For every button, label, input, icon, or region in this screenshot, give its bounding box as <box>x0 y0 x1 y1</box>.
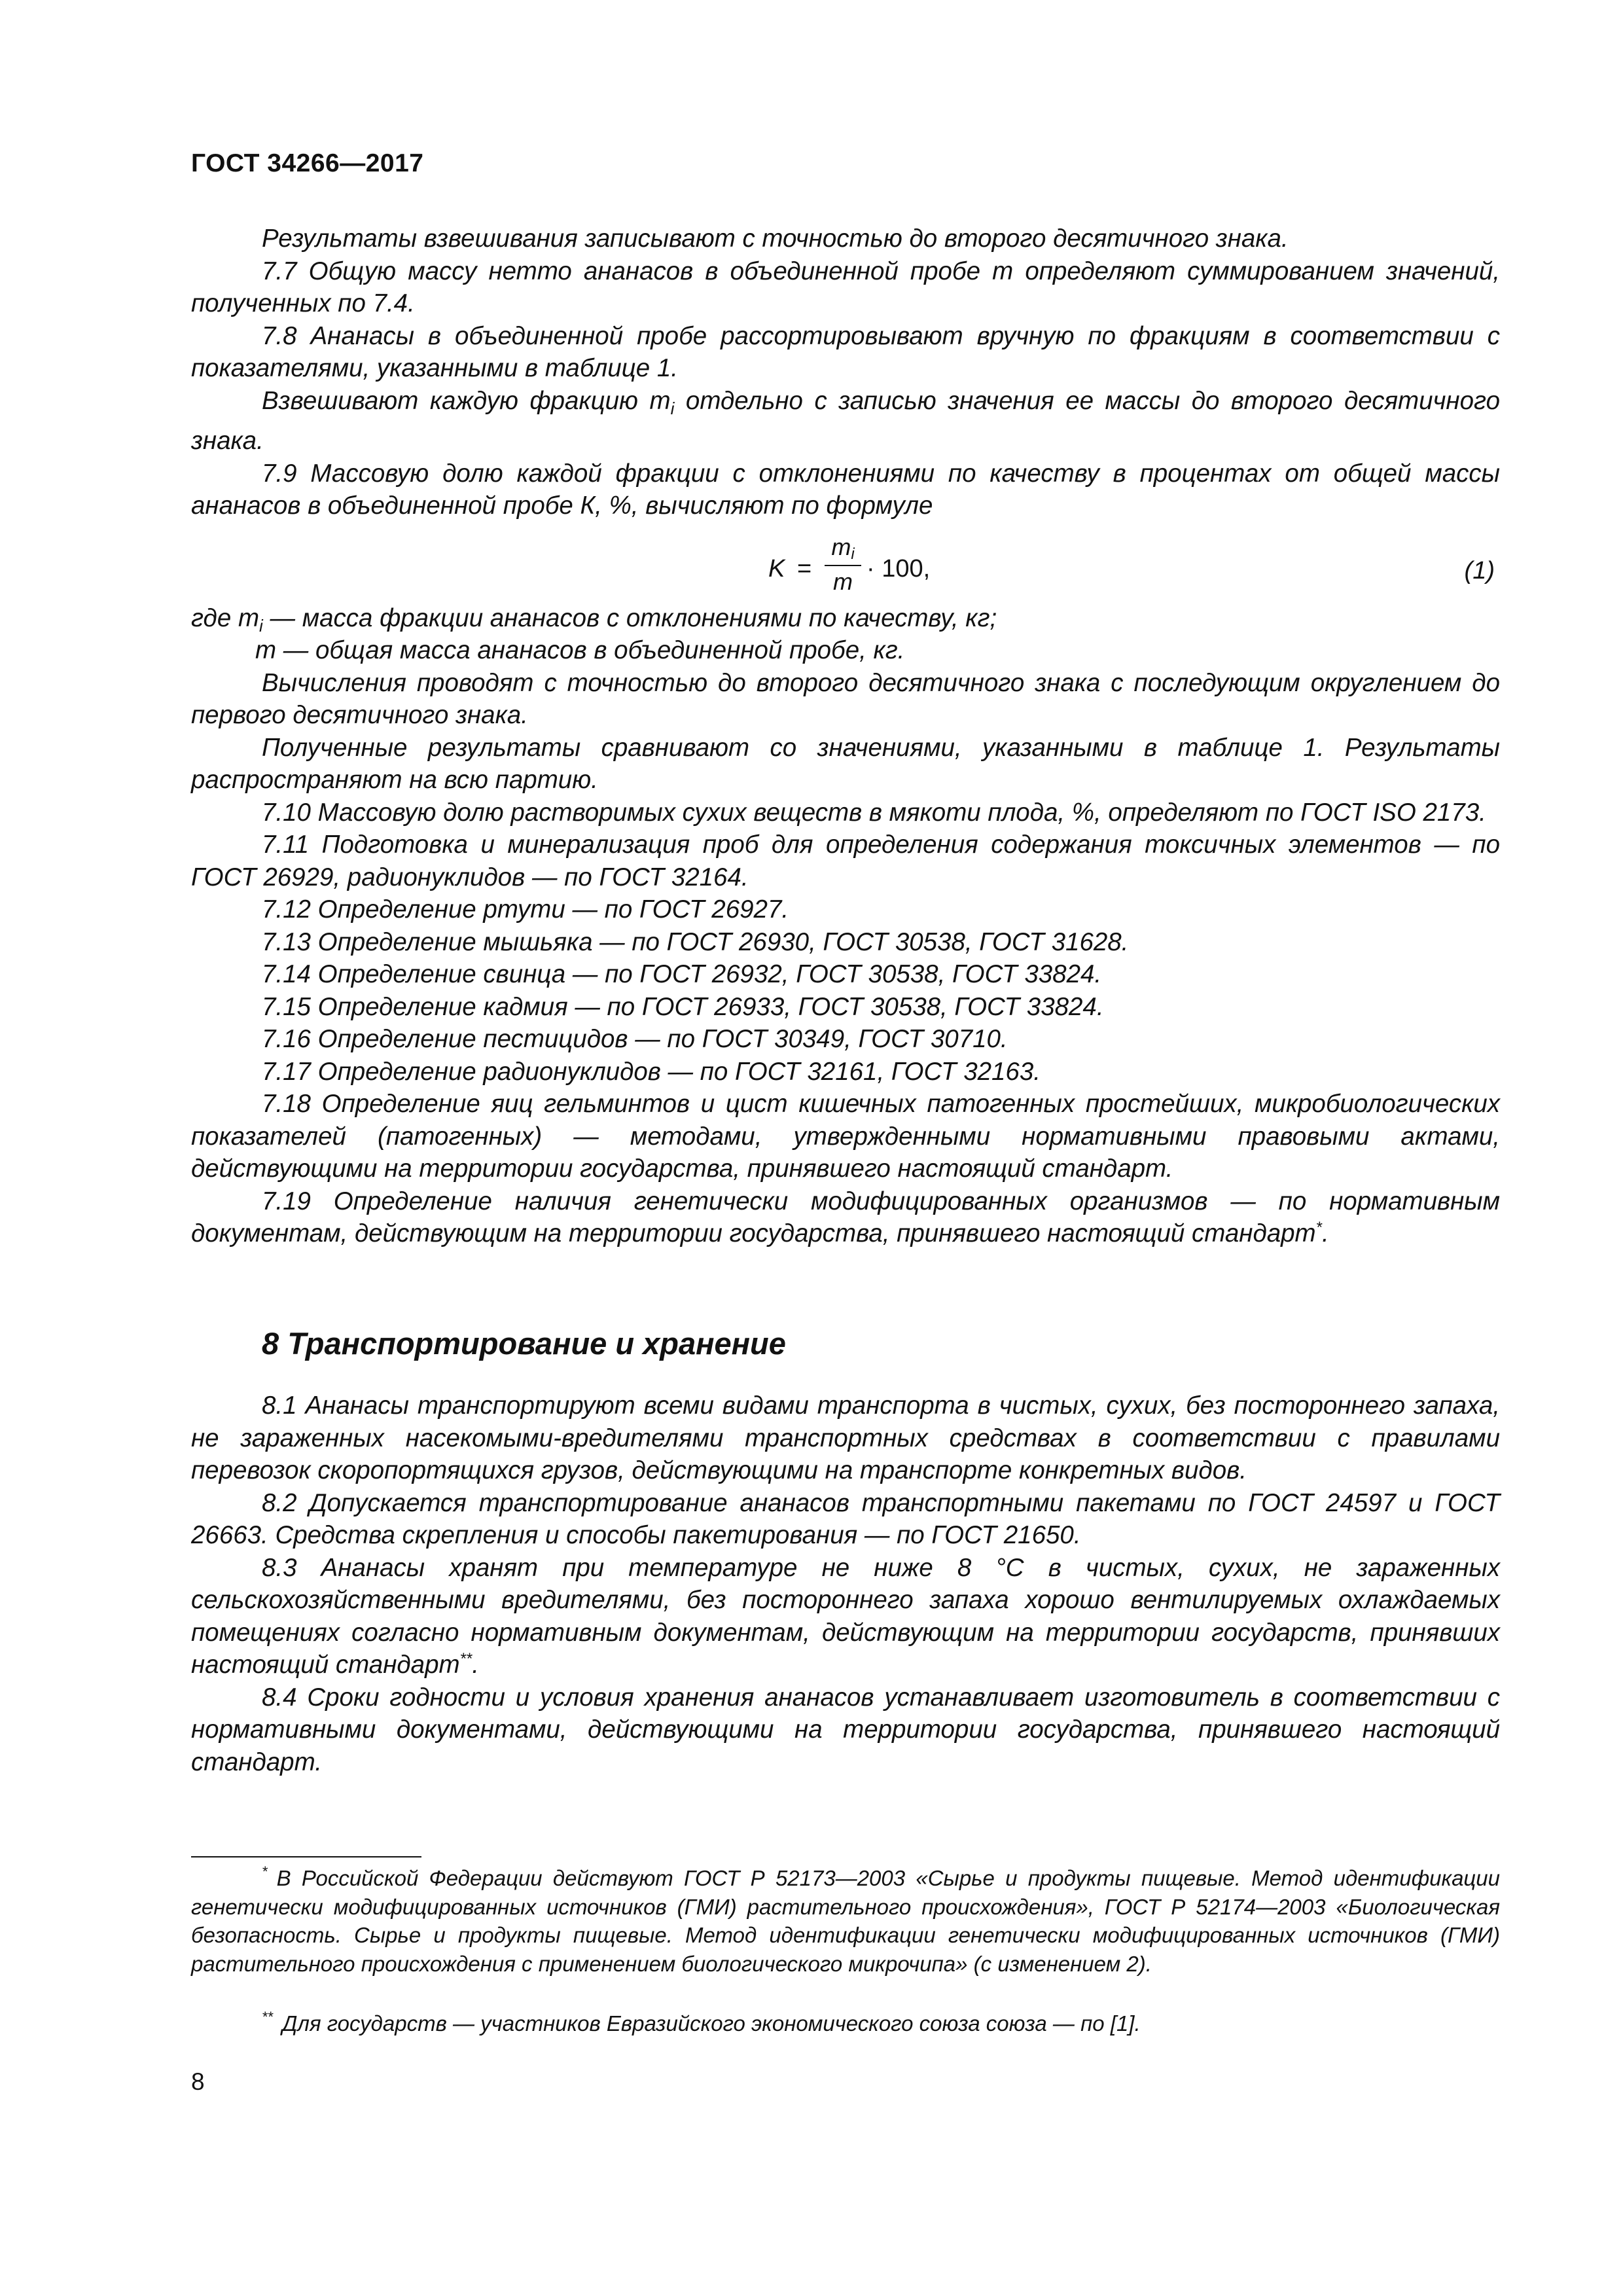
formula-lhs: K <box>768 554 785 583</box>
paragraph-7-11: 7.11 Подготовка и минерализация проб для определения содержания токсичных элементов — по ГОСТ 26929, радионуклидов — по ГОСТ 32164. <box>191 831 1500 891</box>
footnote-body: Для государств — участников Евразийского экономического союза союза — по [1]. <box>282 2011 1141 2036</box>
paragraph-8-2: 8.2 Допускается транспортирование ананасов транспортными пакетами по ГОСТ 24597 и ГОСТ 26663. Средства скрепления и способы пакетирования — по ГОСТ 21650. <box>191 1488 1500 1549</box>
legend-def: — масса фракции ананасов с отклонениями по качеству, кг; <box>262 603 997 632</box>
text-segment: отдельно с записью значения ее массы до второго десятичного знака. <box>191 386 1500 455</box>
numerator-var: m <box>831 533 851 560</box>
paragraph-7-19 <box>191 1185 1500 1250</box>
footnote-text <box>191 1864 1500 1978</box>
formula-fraction <box>825 535 861 594</box>
subscript: i <box>670 398 675 418</box>
legend-var: m <box>255 636 277 664</box>
paragraph-8-4: 8.4 Сроки годности и условия хранения ананасов устанавливает изготовитель в соответствии с нормативными документами, действующими на территории государства, принявшего настоящий стандарт. <box>191 1683 1500 1776</box>
footnote-1 <box>191 1864 1500 1978</box>
section-heading: 8 Транспортирование и хранение <box>262 1326 786 1361</box>
legend-label: где m <box>191 603 260 632</box>
text-segment: . <box>472 1651 479 1679</box>
footnote-body: В Российской Федерации действуют ГОСТ Р 52173—2003 «Сырье и продукты пищевые. Метод идентификации генетически модифицированных источников (ГМИ) растительного происхождения», ГОСТ Р 52174—2003 «Биологическая безопасность. Сырье и продукты пищевые. Метод идентификации генетически модифицированных источников (ГМИ) растительного происхождения с применением биологического микрочипа» (с изменением 2). <box>191 1866 1500 1976</box>
fraction-denominator: m <box>833 567 853 595</box>
text-segment: 8.3 Ананасы хранят при температуре не ниже 8 °C в чистых, сухих, не зараженных сельскохозяйственными вредителями, без постороннего запаха хорошо вентилируемых охлаждаемых помещениях согласно нормативным документам, действующим на территории государств, принявших настоящий стандарт <box>191 1553 1500 1679</box>
main-text <box>191 223 1500 1250</box>
paragraph-7-15: 7.15 Определение кадмия — по ГОСТ 26933, ГОСТ 30538, ГОСТ 33824. <box>262 992 1104 1021</box>
page-number: 8 <box>191 2068 205 2095</box>
formula-legend <box>191 602 1500 667</box>
paragraph-8-3 <box>191 1552 1500 1681</box>
paragraph: Результаты взвешивания записывают с точностью до второго десятичного знака. <box>262 224 1289 253</box>
footnote-2 <box>191 2009 1500 2038</box>
paragraph-7-16: 7.16 Определение пестицидов — по ГОСТ 30349, ГОСТ 30710. <box>262 1025 1008 1053</box>
text-segment: Взвешивают каждую фракцию m <box>262 386 671 415</box>
footnote-text <box>191 2009 1500 2038</box>
paragraph-7-8: 7.8 Ананасы в объединенной пробе рассортировывают вручную по фракциям в соответствии с показателями, указанными в таблице 1. <box>191 321 1500 382</box>
paragraph: Полученные результаты сравнивают со значениями, указанными в таблице 1. Результаты распространяют на всю партию. <box>191 733 1500 794</box>
formula-number: (1) <box>1464 556 1495 584</box>
footnote-separator <box>191 1856 421 1857</box>
section-8-text <box>191 1390 1500 1778</box>
formula-1 <box>191 530 1500 596</box>
paragraph-7-17: 7.17 Определение радионуклидов — по ГОСТ 32161, ГОСТ 32163. <box>262 1057 1041 1086</box>
legend-sub: i <box>259 615 263 636</box>
paragraph-weighing <box>191 385 1500 457</box>
paragraph-7-7: 7.7 Общую массу нетто ананасов в объединенной пробе m определяют суммированием значений, полученных по 7.4. <box>191 257 1500 317</box>
text-segment: 7.19 Определение наличия генетически модифицированных организмов — по нормативным документам, действующим на территории государства, принявшего настоящий стандарт <box>191 1187 1500 1247</box>
paragraph-8-1: 8.1 Ананасы транспортируют всеми видами транспорта в чистых, сухих, без постороннего запаха, не зараженных насекомыми-вредителями транспортных средствах в соответствии с правилами перевозок скоропортящихся грузов, действующими на транспорте конкретных видов. <box>191 1391 1500 1484</box>
paragraph-7-12: 7.12 Определение ртути — по ГОСТ 26927. <box>262 895 789 924</box>
paragraph-7-14: 7.14 Определение свинца — по ГОСТ 26932, ГОСТ 30538, ГОСТ 33824. <box>262 960 1102 988</box>
formula-equals: = <box>797 554 812 583</box>
formula-multiplier: · 100, <box>866 554 931 583</box>
fraction-numerator <box>825 535 861 562</box>
paragraph-7-9: 7.9 Массовую долю каждой фракции с отклонениями по качеству в процентах от общей массы ананасов в объединенной пробе К, %, вычисляют по формуле <box>191 459 1500 520</box>
legend-def: — общая масса ананасов в объединенной пробе, кг. <box>276 636 905 664</box>
footnote-ref: * <box>1315 1219 1322 1236</box>
paragraph-7-18: 7.18 Определение яиц гельминтов и цист кишечных патогенных простейших, микробиологических показателей (патогенных) — методами, утвержденными нормативными правовыми актами, действующими на территории государства, принявшего настоящий стандарт. <box>191 1090 1500 1183</box>
document-header: ГОСТ 34266—2017 <box>191 149 424 177</box>
legend-row-2 <box>255 634 904 667</box>
footnote-mark: * <box>262 1863 268 1880</box>
text-segment: . <box>1321 1219 1329 1247</box>
paragraph-7-10: 7.10 Массовую долю растворимых сухих веществ в мякоти плода, %, определяют по ГОСТ ISO 2173. <box>262 798 1486 827</box>
fraction-bar <box>825 565 861 566</box>
footnote-ref: ** <box>459 1650 473 1668</box>
footnote-mark: ** <box>262 2009 274 2025</box>
paragraph: Вычисления проводят с точностью до второго десятичного знака с последующим округлением до первого десятичного знака. <box>191 668 1500 729</box>
numerator-sub: i <box>851 545 855 563</box>
paragraph-7-13: 7.13 Определение мышьяка — по ГОСТ 26930, ГОСТ 30538, ГОСТ 31628. <box>262 927 1129 956</box>
